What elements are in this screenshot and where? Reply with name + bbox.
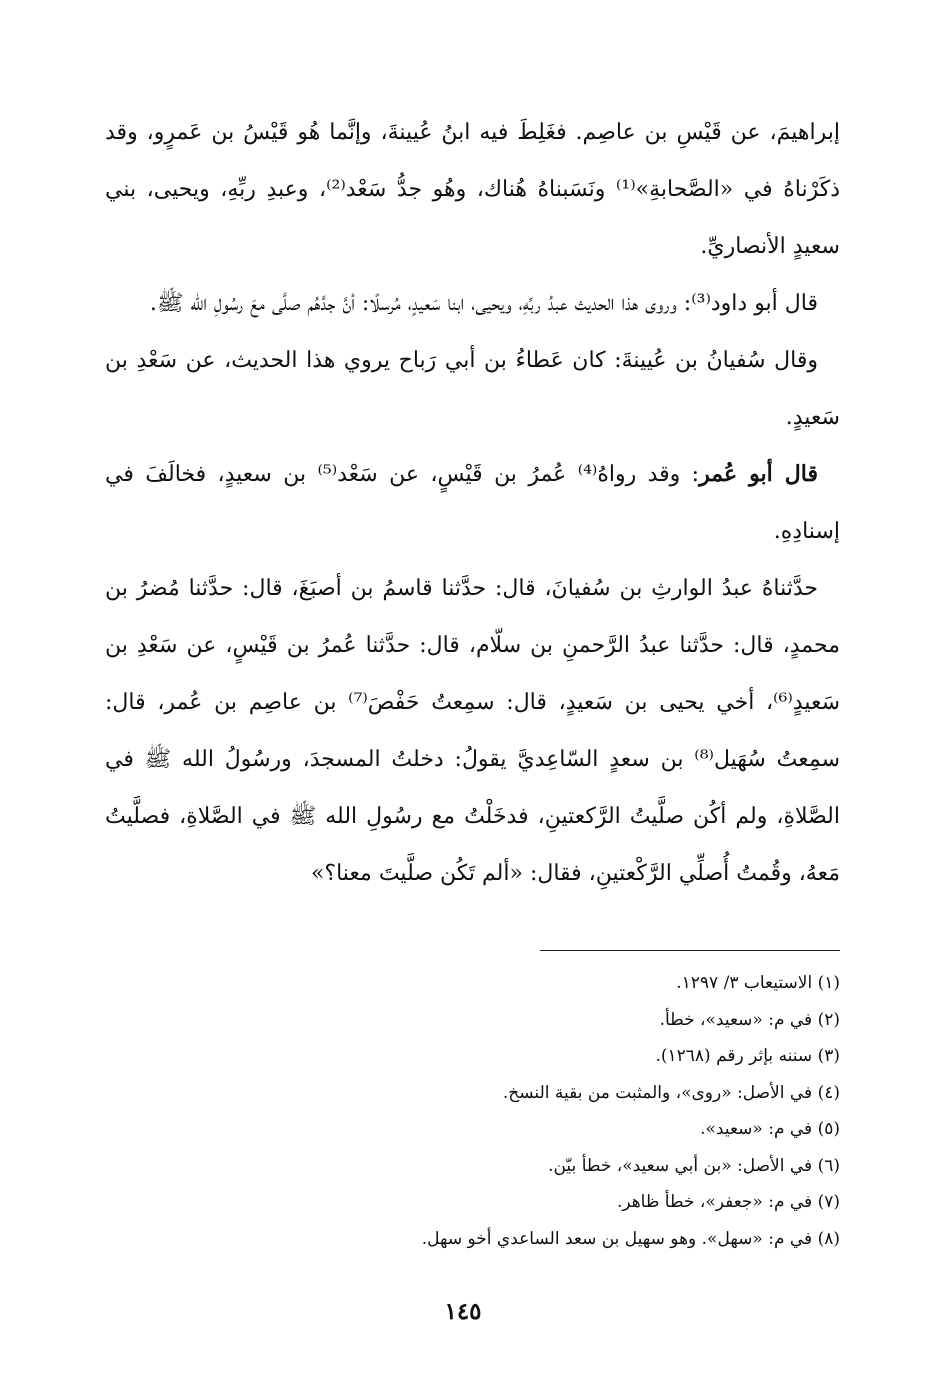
paragraph-1: إبراهيمَ، عن قَيْسِ بن عاصِم. فغَلِطَ فيه ابنُ عُيينةَ، وإنَّما هُو قَيْسُ بن عَمرٍو، وقد ذكَرْناهُ في «الصَّحابةِ»⁽¹⁾ ونَسَبناهُ هُناك، وهُو جدُّ سَعْد⁽²⁾، وعبدِ ربِّهِ، ويحيى، بني سعيدٍ الأنصاريِّ. xyxy=(105,120,840,259)
footnote-7: (٧) في م: «جعفر»، خطأ ظاهر. xyxy=(616,1192,840,1212)
footnote-5: (٥) في م: «سعيد». xyxy=(700,1119,840,1139)
footnote-1: (١) الاستيعاب ٣/ ١٢٩٧. xyxy=(676,973,840,993)
footnote-2: (٢) في م: «سعيد»، خطأ. xyxy=(659,1009,840,1030)
paragraph-3: وقال سُفيانُ بن عُيينةَ: كان عَطاءُ بن أبي رَباح يروي هذا الحديث، عن سَعْدِ بن سَعيدٍ. xyxy=(105,348,840,430)
page-number: ١٤٥ xyxy=(444,1298,482,1325)
footnote-3: (٣) سننه بإثر رقم (١٢٦٨). xyxy=(655,1046,840,1066)
footnote-4: (٤) في الأصل: «روى»، والمثبت من بقية النسخ. xyxy=(502,1082,840,1103)
paragraph-4 xyxy=(105,446,840,560)
footnotes-list xyxy=(105,965,840,1257)
footnote-8: (٨) في م: «سهل». وهو سهيل بن سعد الساعدي أخو سهل. xyxy=(421,1228,840,1249)
paragraph-4-lead: قال أبو عُمر xyxy=(699,461,818,487)
footnote-separator xyxy=(540,950,840,951)
paragraph-5: حدَّثناهُ عبدُ الوارثِ بن سُفيانَ، قال: حدَّثنا قاسمُ بن أصبَغَ، قال: حدَّثنا مُضرُ بن محمدٍ، قال: حدَّثنا عبدُ الرَّحمنِ بن سلّام، قال: حدَّثنا عُمرُ بن قَيْسٍ، عن سَعْدِ بن سَعيدٍ⁽⁶⁾، أخي يحيى بن سَعيدٍ، قال: سمِعتُ حَفْصَ⁽⁷⁾ بن عاصِم بن عُمر، قال: سمِعتُ سُهَيل⁽⁸⁾ بن سعدٍ السّاعِديَّ يقولُ: دخلتُ المسجدَ، ورسُولُ الله ﷺ في الصَّلاةِ، ولم أكُن صلَّيتُ الرَّكعتينِ، فدخَلْتُ مع رسُولِ الله ﷺ في الصَّلاةِ، فصلَّيتُ مَعهُ، وقُمتُ أُصلِّي الرَّكْعتينِ، فقال: «ألم تَكُن صلَّيتَ معنا؟» xyxy=(105,576,841,886)
main-text-body xyxy=(105,104,840,902)
paragraph-4-rest: : وقد رواهُ⁽⁴⁾ عُمرُ بن قَيْسٍ، عن سَعْد⁽⁵⁾ بن سعيدٍ، فخالَفَ في إسنادِهِ. xyxy=(105,462,840,544)
paragraph-2: قال أبو داود⁽³⁾: وروى هذا الحديث عبدُ ربِّهِ، ويحيى، ابنا سَعيدٍ، مُرسلًا: أنَّ جدَّهُم صلَّى معَ رسُولِ الله ﷺ. xyxy=(149,291,818,316)
footnote-6: (٦) في الأصل: «بن أبي سعيد»، خطأ بيّن. xyxy=(548,1155,840,1176)
